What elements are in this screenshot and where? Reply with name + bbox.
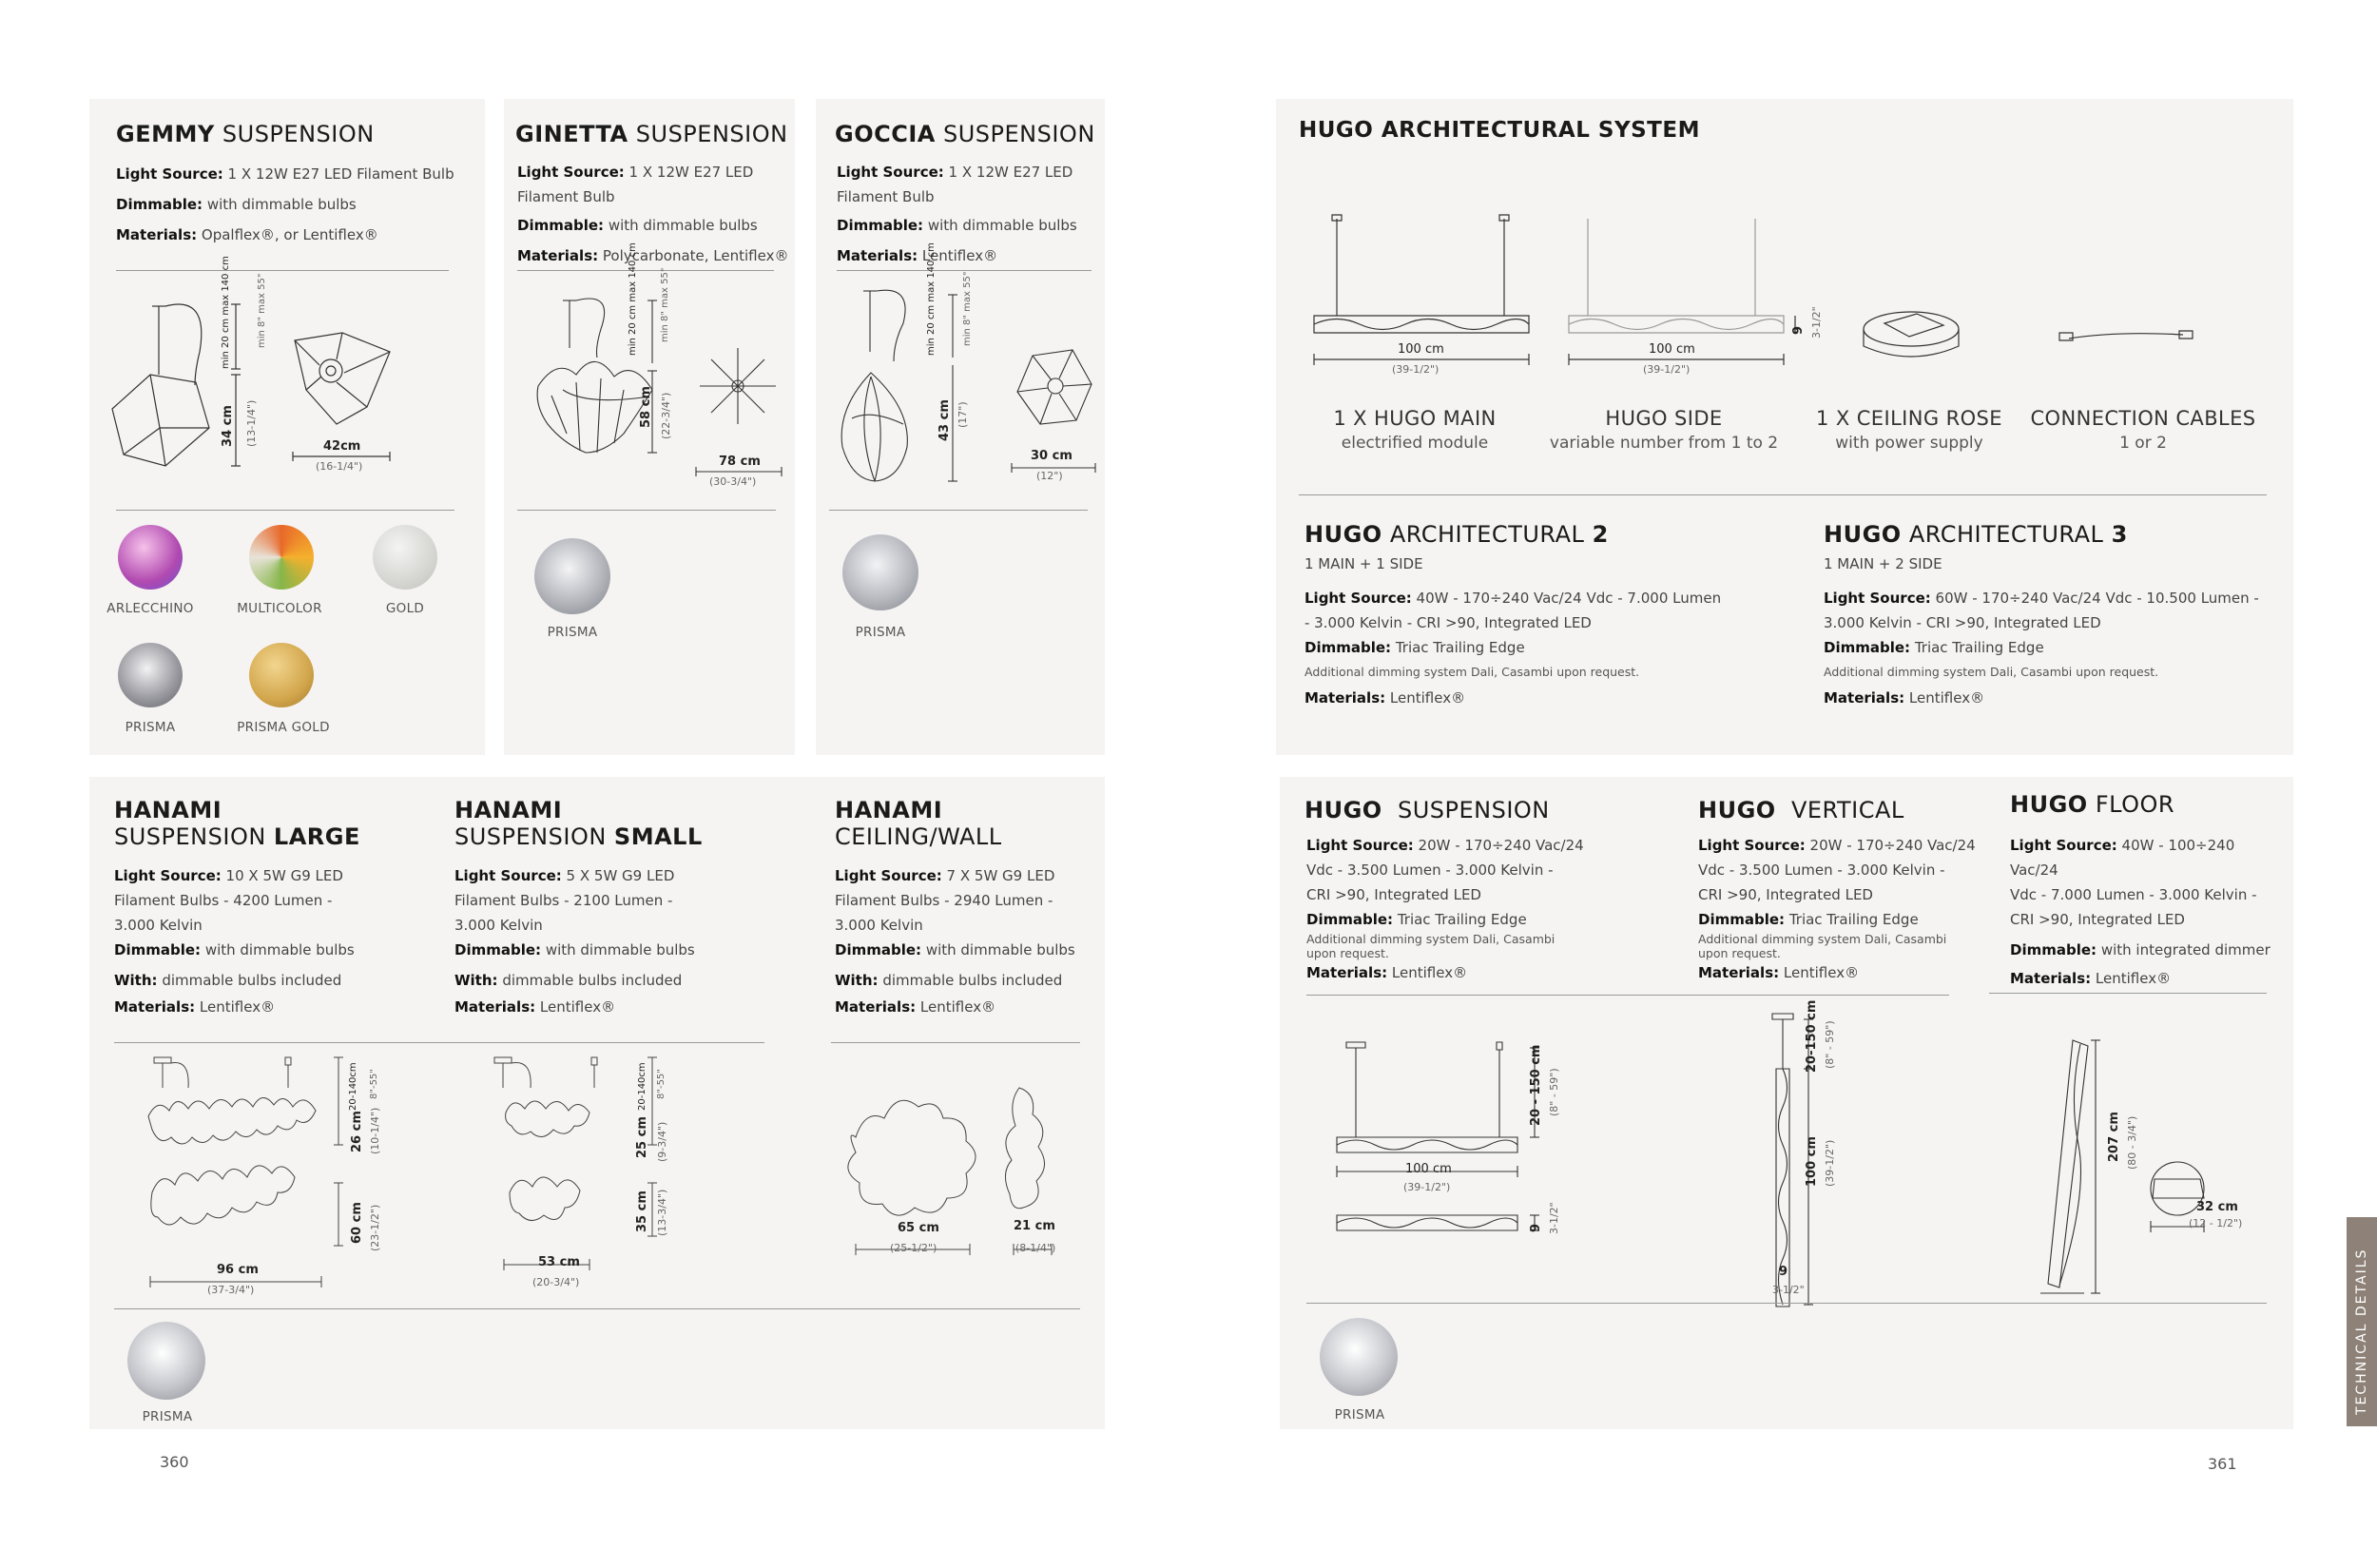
hugo-floor-height: 207 cm — [2107, 1112, 2121, 1162]
hugo-floor-title: HUGO FLOOR — [2010, 791, 2175, 818]
gemmy-specs: Light Source: 1 X 12W E27 LED Filament Bulb Dimmable: with dimmable bulbs Materials: Opalflex®, or Lentiflex® — [116, 165, 454, 243]
ginetta-title: GINETTA SUSPENSION — [515, 121, 788, 147]
gemmy-height: 34 cm — [221, 405, 235, 447]
hanami-small-h2: 35 cm — [635, 1191, 649, 1232]
gemmy-rule-bottom — [116, 510, 454, 511]
hanami-small-h1-in: (9-3/4") — [656, 1121, 668, 1162]
goccia-height-in: (17") — [957, 401, 969, 428]
hugo-arch2-specs: Light Source: 40W - 170÷240 Vac/24 Vdc - 7.000 Lumen - 3.000 Kelvin - CRI >90, Integrated LED Dimmable: Triac Trailing Edge Additional dimming system Dali, Casambi upon request. Materials: Lentiflex® — [1304, 590, 1722, 707]
hanami-ceiling-depth: 21 cm — [1014, 1219, 1055, 1233]
hugo-component-side: HUGO SIDE variable number from 1 to 2 — [1549, 407, 1779, 453]
ginetta-rule-top — [517, 270, 774, 271]
goccia-height-range-in: min 8" max 55" — [962, 271, 973, 346]
goccia-rule-bottom — [829, 510, 1088, 511]
gemmy-width-in: (16-1/4") — [316, 460, 363, 473]
hugo-arch2-title: HUGO ARCHITECTURAL 2 — [1304, 521, 1609, 548]
ginetta-rule-bottom — [517, 510, 776, 511]
goccia-height: 43 cm — [937, 399, 952, 441]
hanami-large-range-in: 8"-55" — [369, 1069, 379, 1099]
hugo-side-dim-in: (39-1/2") — [1643, 363, 1691, 376]
goccia-swatch-prisma — [842, 534, 918, 610]
hugo-vertical-height: 100 cm — [1805, 1136, 1819, 1187]
ginetta-height-range: min 20 cm max 140 cm — [628, 242, 638, 356]
ginetta-height-range-in: min 8" max 55" — [660, 267, 670, 342]
ginetta-specs: Light Source: 1 X 12W E27 LED Filament Bulb Dimmable: with dimmable bulbs Materials: Polycarbonate, Lentiflex® — [517, 164, 789, 264]
hugo-suspension-h-in: 3-1/2" — [1548, 1202, 1560, 1234]
hanami-ceiling-width-in: (25-1/2") — [890, 1242, 937, 1254]
gemmy-label-gold: GOLD — [385, 601, 425, 616]
hugo-system-title: HUGO ARCHITECTURAL SYSTEM — [1299, 118, 1700, 143]
hanami-rule-top-left — [114, 1042, 764, 1043]
hugo-arch2-config: 1 MAIN + 1 SIDE — [1304, 555, 1423, 572]
gemmy-rule-top — [116, 270, 449, 271]
technical-details-tab[interactable] — [2347, 1217, 2377, 1426]
hanami-small-h1: 25 cm — [635, 1116, 649, 1158]
ginetta-height-in: (22-3/4") — [660, 392, 672, 439]
hugo-main-dim-in: (39-1/2") — [1392, 363, 1440, 376]
gemmy-label-prisma-gold: PRISMA GOLD — [237, 720, 330, 735]
hugo-arch3-config: 1 MAIN + 2 SIDE — [1824, 555, 1942, 572]
hugo-suspension-h: 9 — [1529, 1223, 1543, 1232]
hanami-large-range: 20-140cm — [348, 1062, 358, 1111]
ginetta-height: 58 cm — [639, 386, 653, 428]
hugo-component-main: 1 X HUGO MAIN electrified module — [1333, 407, 1497, 453]
gemmy-label-prisma: PRISMA — [125, 720, 176, 735]
hanami-small-width-in: (20-3/4") — [532, 1276, 580, 1288]
goccia-height-range: min 20 cm max 140 cm — [926, 242, 937, 356]
hugo-main-dim: 100 cm — [1398, 342, 1444, 357]
hugo-suspension-title: HUGO SUSPENSION — [1304, 797, 1550, 823]
hanami-drawing — [133, 1050, 1084, 1297]
hanami-large-h2-in: (23-1/2") — [369, 1204, 381, 1251]
page-number-left: 360 — [160, 1453, 189, 1471]
hugo-component-cables: CONNECTION CABLES 1 or 2 — [2030, 407, 2256, 453]
hugo-floor-base: 32 cm — [2196, 1200, 2238, 1214]
hugo-products-rule-top-left — [1306, 995, 1949, 996]
hanami-rule-bottom — [114, 1308, 1080, 1309]
hugo-floor-height-in: (80 - 3/4") — [2126, 1115, 2138, 1170]
hugo-suspension-specs: Light Source: 20W - 170÷240 Vac/24 Vdc - 3.500 Lumen - 3.000 Kelvin - CRI >90, Integrated LED Dimmable: Triac Trailing Edge Additional dimming system Dali, Casambi upon request. Materials: Lentiflex® — [1306, 837, 1584, 981]
hanami-ceiling-depth-in: (8-1/4") — [1015, 1242, 1056, 1254]
hanami-small-h2-in: (13-3/4") — [656, 1189, 668, 1236]
goccia-specs: Light Source: 1 X 12W E27 LED Filament Bulb Dimmable: with dimmable bulbs Materials: Lentiflex® — [837, 164, 1077, 264]
hanami-ceiling-title: HANAMI CEILING/WALL — [835, 797, 1002, 850]
hugo-label-prisma: PRISMA — [1334, 1407, 1385, 1423]
hanami-small-title: HANAMI SUSPENSION SMALL — [454, 797, 703, 850]
hanami-large-specs: Light Source: 10 X 5W G9 LED Filament Bulbs - 4200 Lumen - 3.000 Kelvin Dimmable: with dimmable bulbs With: dimmable bulbs included Materials: Lentiflex® — [114, 867, 355, 1016]
ginetta-width: 78 cm — [719, 455, 761, 469]
gemmy-height-in: (13-1/4") — [245, 399, 258, 447]
hugo-arch3-specs: Light Source: 60W - 170÷240 Vac/24 Vdc - 10.500 Lumen - 3.000 Kelvin - CRI >90, Integrated LED Dimmable: Triac Trailing Edge Additional dimming system Dali, Casambi upon request. Materials: Lentiflex® — [1824, 590, 2259, 707]
hanami-large-h1-in: (10-1/4") — [369, 1107, 381, 1154]
gemmy-height-range: min 20 cm max 140 cm — [221, 256, 231, 369]
hugo-suspension-range-in: (8" - 59") — [1548, 1068, 1560, 1116]
hanami-ceiling-width: 65 cm — [898, 1221, 939, 1235]
hugo-vertical-title: HUGO VERTICAL — [1698, 797, 1904, 823]
gemmy-swatch-arlecchino — [118, 525, 183, 590]
hanami-rule-top-right — [831, 1042, 1080, 1043]
hugo-products-rule-top-right — [1989, 993, 2267, 994]
hugo-swatch-prisma — [1320, 1318, 1398, 1396]
gemmy-title: GEMMY SUSPENSION — [116, 121, 375, 147]
hugo-floor-base-in: (12 - 1/2") — [2189, 1217, 2243, 1229]
hugo-suspension-width-in: (39-1/2") — [1403, 1181, 1451, 1193]
hanami-label-prisma: PRISMA — [142, 1409, 193, 1424]
hugo-suspension-range: 20 - 150 cm — [1529, 1044, 1543, 1126]
hugo-arch3-title: HUGO ARCHITECTURAL 3 — [1824, 521, 2128, 548]
hugo-vertical-height-in: (39-1/2") — [1824, 1139, 1836, 1187]
goccia-width-in: (12") — [1036, 470, 1063, 482]
hugo-vertical-range-in: (8" - 59") — [1824, 1020, 1836, 1069]
hanami-swatch-prisma — [127, 1322, 205, 1400]
hugo-floor-specs: Light Source: 40W - 100÷240 Vac/24 Vdc - 7.000 Lumen - 3.000 Kelvin - CRI >90, Integrated LED Dimmable: with integrated dimmer Materials: Lentiflex® — [2010, 837, 2271, 987]
technical-details-label: TECHNICAL DETAILS — [2354, 1248, 2369, 1415]
hanami-small-width: 53 cm — [538, 1255, 580, 1269]
hanami-ceiling-specs: Light Source: 7 X 5W G9 LED Filament Bulbs - 2940 Lumen - 3.000 Kelvin Dimmable: with dimmable bulbs With: dimmable bulbs included Materials: Lentiflex® — [835, 867, 1075, 1016]
ginetta-width-in: (30-3/4") — [709, 475, 757, 488]
hanami-large-width: 96 cm — [217, 1263, 259, 1277]
hugo-component-rose: 1 X CEILING ROSE with power supply — [1816, 407, 2002, 453]
hugo-system-drawing — [1308, 209, 2231, 380]
hanami-large-width-in: (37-3/4") — [207, 1284, 255, 1296]
gemmy-width: 42cm — [323, 439, 361, 454]
goccia-label-prisma: PRISMA — [855, 625, 906, 640]
hanami-small-range: 20-140cm — [637, 1062, 647, 1111]
hanami-small-specs: Light Source: 5 X 5W G9 LED Filament Bulbs - 2100 Lumen - 3.000 Kelvin Dimmable: with dimmable bulbs With: dimmable bulbs included Materials: Lentiflex® — [454, 867, 695, 1016]
gemmy-label-multicolor: MULTICOLOR — [237, 601, 322, 616]
hanami-large-h1: 26 cm — [350, 1111, 364, 1152]
gemmy-swatch-prisma-gold — [249, 643, 314, 707]
ginetta-swatch-prisma — [534, 538, 610, 614]
gemmy-height-range-in: min 8" max 55" — [257, 273, 267, 348]
hugo-system-height-in: 3-1/2" — [1810, 306, 1823, 339]
hugo-products-rule-bottom — [1306, 1303, 2267, 1304]
hugo-vertical-range: 20-150 cm — [1805, 999, 1819, 1073]
gemmy-swatch-multicolor — [249, 525, 314, 590]
ginetta-label-prisma: PRISMA — [547, 625, 598, 640]
gemmy-swatch-prisma — [118, 643, 183, 707]
hugo-system-height: 9 — [1791, 325, 1806, 335]
hugo-vertical-w-in: 3-1/2" — [1772, 1284, 1805, 1296]
hanami-large-h2: 60 cm — [350, 1202, 364, 1244]
goccia-width: 30 cm — [1031, 449, 1073, 463]
hugo-suspension-width: 100 cm — [1405, 1162, 1452, 1176]
gemmy-swatch-gold — [373, 525, 437, 590]
hanami-large-title: HANAMI SUSPENSION LARGE — [114, 797, 360, 850]
gemmy-label-arlecchino: ARLECCHINO — [106, 601, 194, 616]
hugo-system-rule — [1299, 494, 2267, 495]
hugo-vertical-w: 9 — [1779, 1265, 1788, 1279]
page-number-right: 361 — [2208, 1455, 2237, 1473]
hanami-small-range-in: 8"-55" — [656, 1069, 667, 1099]
goccia-title: GOCCIA SUSPENSION — [835, 121, 1095, 147]
hugo-side-dim: 100 cm — [1649, 342, 1695, 357]
hugo-vertical-specs: Light Source: 20W - 170÷240 Vac/24 Vdc - 3.500 Lumen - 3.000 Kelvin - CRI >90, Integrated LED Dimmable: Triac Trailing Edge Additional dimming system Dali, Casambi upon request. Materials: Lentiflex® — [1698, 837, 1976, 981]
